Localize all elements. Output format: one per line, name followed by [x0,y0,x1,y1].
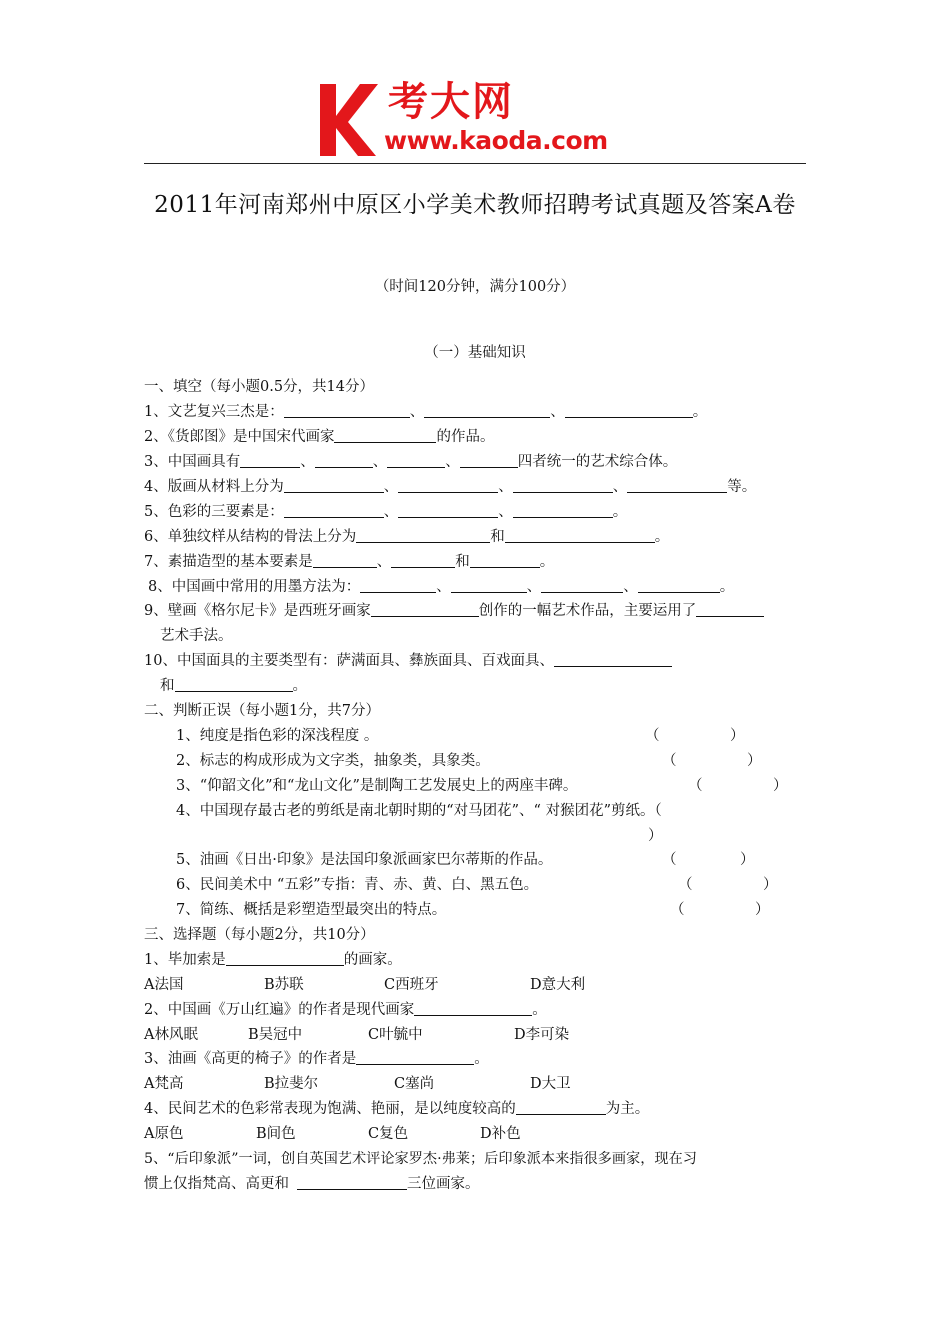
option-c: C复色 [368,1126,409,1142]
question-line-cont: 艺术手法。 [160,628,233,644]
document-title: 2011年河南郑州中原区小学美术教师招聘考试真题及答案A卷 [154,192,796,218]
part-fill-blank-heading: 一、填空（每小题0.5分，共14分） [144,379,375,395]
choice-question: 3、油画《高更的椅子》的作者是 。 [144,1051,489,1067]
part-true-false-heading: 二、判断正误（每小题1分，共7分） [144,703,380,719]
question-line-cont: 和 。 [160,678,307,694]
question-line: 7、素描造型的基本要素是 、 和 。 [144,554,555,570]
choice-question: 1、毕加索是 的画家。 [144,952,402,968]
choice-question: 5、“后印象派”一词，创自英国艺术评论家罗杰·弗莱；后印象派本来指很多画家，现在习 [144,1151,697,1167]
option-a: A原色 [144,1126,184,1142]
question-line: 3、中国画具有 、 、 、 四者统一的艺术综合体。 [144,454,678,470]
answer-paren-close: ） [755,902,770,918]
option-a: A法国 [144,977,184,993]
question-line: 9、壁画《格尔尼卡》是西班牙画家 创作的一幅艺术作品，主要运用了 [144,600,806,622]
option-c: C塞尚 [394,1076,435,1092]
answer-paren-open: （ [662,753,677,769]
option-c: C叶毓中 [368,1027,423,1043]
question-line: 4、版画从材料上分为 、 、 、 等。 [144,479,757,495]
answer-paren-close: ） [763,877,778,893]
kaoda-logo [318,78,638,160]
choice-question: 2、中国画《万山红遍》的作者是现代画家 。 [144,1002,547,1018]
answer-paren-open: （ [678,877,693,893]
option-d: D意大利 [530,977,586,993]
choice-question-cont: 惯上仅指梵高、高更和 三位画家。 [144,1176,480,1192]
option-a: A林风眠 [144,1027,198,1043]
question-line: 5、色彩的三要素是： 、 、 。 [144,504,628,520]
answer-paren-close: ） [648,828,663,844]
judgement-line: 7、简练、概括是彩塑造型最突出的特点。 [176,902,447,918]
logo-chinese: 考大网 [388,79,514,125]
answer-paren-close: ） [730,728,745,744]
question-line: 8、中国画中常用的用墨方法为： 、 、 、 。 [148,579,735,595]
judgement-line: 3、“仰韶文化”和“龙山文化”是制陶工艺发展史上的两座丰碑。 [176,778,578,794]
k-letter-icon [318,82,380,158]
option-b: B拉斐尔 [264,1076,319,1092]
header-rule [144,163,806,164]
answer-paren-close: ） [773,778,788,794]
logo-url: www.kaoda.com [384,126,608,155]
judgement-line: 5、油画《日出·印象》是法国印象派画家巴尔蒂斯的作品。 [176,852,553,868]
question-line: 6、单独纹样从结构的骨法上分为 和 。 [144,529,670,545]
question-line: 2、《货郎图》是中国宋代画家 的作品。 [144,429,495,445]
question-line: 10、中国面具的主要类型有：萨满面具、彝族面具、百戏面具、 [144,650,806,672]
option-b: B吴冠中 [248,1027,303,1043]
option-d: D大卫 [530,1076,571,1092]
exam-time: （时间120分钟，满分100分） [374,279,576,295]
answer-paren-open: （ [688,778,703,794]
choice-question: 4、民间艺术的色彩常表现为饱满、艳丽，是以纯度较高的 为主。 [144,1101,650,1117]
answer-paren-open: （ [670,902,685,918]
judgement-line: 4、中国现存最古老的剪纸是南北朝时期的“对马团花”、“ 对猴团花”剪纸。（ [176,803,662,819]
section-heading: （一）基础知识 [424,345,526,361]
option-a: A梵高 [144,1076,184,1092]
answer-paren-open: （ [645,728,660,744]
option-d: D补色 [480,1126,521,1142]
part-choice-heading: 三、选择题（每小题2分，共10分） [144,927,375,943]
option-d: D李可染 [514,1027,570,1043]
answer-paren-close: ） [740,852,755,868]
answer-paren-close: ） [747,753,762,769]
option-c: C西班牙 [384,977,439,993]
judgement-line: 6、民间美术中 “五彩”专指：青、赤、黄、白、黑五色。 [176,877,539,893]
question-line: 1、文艺复兴三杰是： 、 、 。 [144,404,708,420]
option-b: B苏联 [264,977,304,993]
answer-paren-open: （ [662,852,677,868]
judgement-line: 2、标志的构成形成为文字类，抽象类，具象类。 [176,753,490,769]
option-b: B间色 [256,1126,296,1142]
judgement-line: 1、纯度是指色彩的深浅程度 。 [176,728,379,744]
